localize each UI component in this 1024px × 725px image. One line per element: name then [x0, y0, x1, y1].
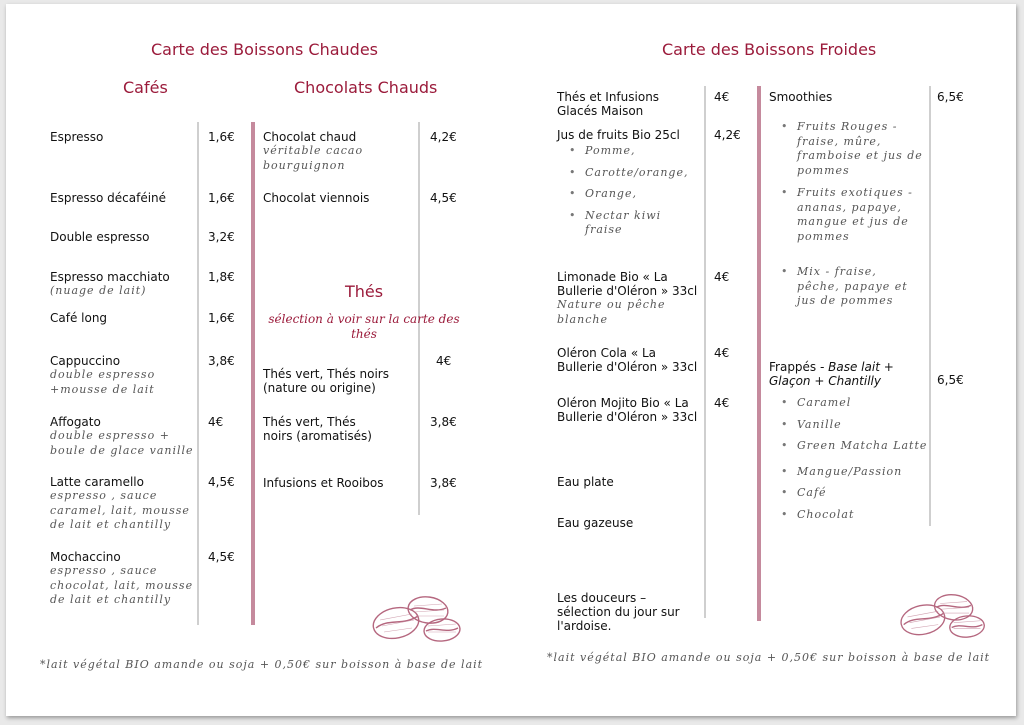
item-price: 6,5€	[937, 90, 964, 104]
item-name: Limonade Bio « La Bullerie d'Oléron » 33cl	[557, 270, 698, 298]
item-description: Nature ou pêche blanche	[557, 298, 666, 326]
item-name: Thés vert, Thés noirs (nature ou origine)	[263, 367, 389, 395]
cold-item-limonade	[557, 270, 702, 327]
menu-page	[6, 4, 1016, 716]
item-price: 6,5€	[937, 373, 964, 387]
item-description: espresso , sauce chocolat, lait, mousse de lait et chantilly	[50, 564, 194, 606]
list-item: • Vanille	[769, 418, 929, 433]
item-name: Cappuccino	[50, 354, 121, 368]
item-price: 4,5€	[208, 475, 235, 489]
item-price: 3,2€	[208, 230, 235, 244]
list-item: • Café	[769, 486, 929, 501]
item-price: 3,8€	[430, 415, 457, 429]
cafe-item-mochaccino	[50, 550, 195, 608]
item-name: Chocolat viennois	[263, 191, 370, 205]
frappes-options-list-2	[769, 465, 929, 523]
item-description: (nuage de lait)	[50, 284, 147, 297]
list-item: • Carotte/orange,	[557, 166, 687, 181]
item-name: Chocolat chaud	[263, 130, 357, 144]
cafe-item-espresso	[50, 130, 200, 144]
item-name: Espresso décaféiné	[50, 191, 167, 205]
item-name	[769, 360, 929, 388]
item-price: 4€	[436, 354, 452, 368]
thes-note: sélection à voir sur la carte des thés	[268, 312, 460, 341]
item-price: 3,8€	[208, 354, 235, 368]
jus-options-list	[557, 144, 687, 238]
item-name: Affogato	[50, 415, 101, 429]
chocolats-title: Chocolats Chauds	[294, 78, 438, 97]
coffee-beans-icon	[896, 586, 992, 649]
cafe-item-cafe-long	[50, 311, 200, 325]
cold-item-douceurs	[557, 591, 697, 633]
cold-item-smoothies	[769, 90, 929, 316]
item-description: espresso , sauce caramel, lait, mousse de lait et chantilly	[50, 489, 190, 531]
item-name: Espresso	[50, 130, 104, 144]
item-price: 4€	[208, 415, 224, 429]
item-price: 4,5€	[208, 550, 235, 564]
item-name: Thés vert, Thés noirs (aromatisés)	[263, 415, 372, 443]
item-name: Latte caramello	[50, 475, 144, 489]
list-item: • Mangue/Passion	[769, 465, 929, 480]
item-price: 3,8€	[430, 476, 457, 490]
cafe-item-affogato	[50, 415, 195, 458]
cold-item-eau-plate	[557, 475, 702, 489]
thes-title: Thés	[345, 282, 384, 301]
list-item: • Fruits Rouges - fraise, mûre, framboise et jus de pommes	[769, 120, 924, 178]
list-item: • Fruits exotiques - ananas, papaye, mangue et jus de pommes	[769, 186, 924, 244]
item-price: 4€	[714, 346, 730, 360]
smoothies-options-list	[769, 120, 924, 309]
hot-drinks-title: Carte des Boissons Chaudes	[151, 40, 379, 59]
item-price: 1,6€	[208, 311, 235, 325]
item-name: Les douceurs – sélection du jour sur l'ardoise.	[557, 591, 680, 633]
item-name: Infusions et Rooibos	[263, 476, 384, 490]
cafe-item-double-espresso	[50, 230, 200, 244]
item-name: Smoothies	[769, 90, 833, 104]
frappes-options-list	[769, 396, 929, 454]
item-name: Jus de fruits Bio 25cl	[557, 128, 680, 142]
cold-footnote: *lait végétal BIO amande ou soja + 0,50€ sur boisson à base de lait	[547, 651, 991, 664]
item-description: véritable cacao bourguignon	[263, 144, 364, 172]
cafe-item-espresso-macchiato	[50, 270, 200, 299]
list-item: • Chocolat	[769, 508, 929, 523]
the-item-infusions	[263, 476, 413, 490]
item-price: 4€	[714, 396, 730, 410]
cold-item-oleron-cola	[557, 346, 702, 374]
list-item: • Orange,	[557, 187, 687, 202]
cold-item-thes-glaces	[557, 90, 697, 118]
item-name: Thés et Infusions Glacés Maison	[557, 90, 660, 118]
cold-left-divider	[704, 86, 706, 618]
cafe-item-espresso-decafeine	[50, 191, 200, 205]
the-item-nature	[263, 367, 413, 395]
item-description: double espresso +mousse de lait	[50, 368, 156, 396]
item-name: Oléron Cola « La Bullerie d'Oléron » 33cl	[557, 346, 698, 374]
list-item: • Green Matcha Latte	[769, 439, 929, 454]
chocolat-item-viennois	[263, 191, 403, 205]
cafe-item-latte-caramello	[50, 475, 195, 533]
cold-item-oleron-mojito	[557, 396, 702, 424]
list-item: • Caramel	[769, 396, 929, 411]
chocolat-item-chaud	[263, 130, 403, 173]
item-price: 4€	[714, 270, 730, 284]
item-price: 4,2€	[430, 130, 457, 144]
cold-item-eau-gazeuse	[557, 516, 702, 530]
hot-footnote: *lait végétal BIO amande ou soja + 0,50€ sur boisson à base de lait	[40, 658, 484, 671]
item-price: 1,6€	[208, 130, 235, 144]
cold-drinks-title: Carte des Boissons Froides	[662, 40, 877, 59]
item-name: Eau plate	[557, 475, 614, 489]
cafes-title: Cafés	[123, 78, 168, 97]
item-name: Double espresso	[50, 230, 150, 244]
coffee-beans-icon	[368, 588, 468, 653]
cold-item-jus-de-fruits	[557, 128, 702, 245]
item-price: 1,8€	[208, 270, 235, 284]
list-item: • Mix - fraise, pêche, papaye et jus de pommes	[769, 265, 924, 309]
item-price: 4,2€	[714, 128, 741, 142]
frappes-base: - Base lait + Glaçon + Chantilly	[769, 360, 894, 388]
item-name: Oléron Mojito Bio « La Bullerie d'Oléron » 33cl	[557, 396, 698, 424]
list-item: • Nectar kiwi fraise	[557, 209, 687, 238]
item-description: double espresso + boule de glace vanille	[50, 429, 194, 457]
list-item: • Pomme,	[557, 144, 687, 159]
item-price: 4€	[714, 90, 730, 104]
cold-item-frappes	[769, 360, 929, 529]
item-name: Café long	[50, 311, 108, 325]
cold-section-divider	[757, 86, 761, 621]
the-item-aromatises	[263, 415, 383, 443]
item-name: Espresso macchiato	[50, 270, 170, 284]
frappes-name: Frappés	[769, 360, 817, 374]
item-price: 4,5€	[430, 191, 457, 205]
cafe-item-cappuccino	[50, 354, 195, 397]
hot-section-divider	[251, 122, 255, 625]
cold-right-divider	[929, 86, 931, 526]
item-name: Mochaccino	[50, 550, 121, 564]
item-name: Eau gazeuse	[557, 516, 634, 530]
item-price: 1,6€	[208, 191, 235, 205]
